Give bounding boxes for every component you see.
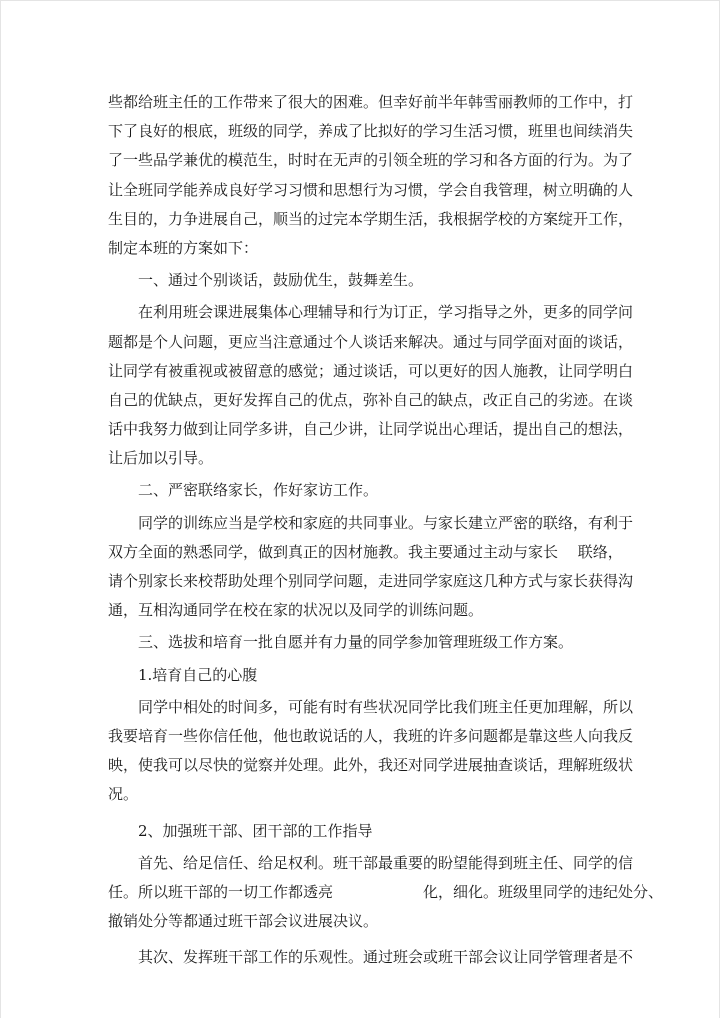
paragraph-line: 我要培育一些你信任他，他也敢说话的人，我班的许多问题都是靠这些人向我反 <box>108 726 634 745</box>
paragraph-line: 生目的，力争进展自己，顺当的过完本学期生活，我根据学校的方案绽开工作， <box>108 209 634 228</box>
paragraph-line: 况。 <box>108 785 139 804</box>
paragraph-line: 映，使我可以尽快的觉察并处理。此外，我还对同学进展抽查谈话，理解班级状 <box>108 756 634 775</box>
paragraph-line: 让全班同学能养成良好学习习惯和思想行为习惯，学会自我管理，树立明确的人 <box>108 180 634 199</box>
paragraph-line: 制定本班的方案如下： <box>108 238 259 257</box>
section-heading: 二、严密联络家长，作好家访工作。 <box>138 481 379 500</box>
section-heading: 三、选拔和培育一批自愿并有力量的同学参加管理班级工作方案。 <box>138 633 574 652</box>
paragraph-line: 在利用班会课进展集体心理辅导和行为订正，学习指导之外，更多的同学问 <box>138 303 634 322</box>
paragraph-line: 题都是个人问题，更应当注意通过个人谈话来解决。通过与同学面对面的谈话， <box>108 332 634 351</box>
paragraph-line: 撤销处分等都通过班干部会议进展决议。 <box>108 912 379 931</box>
paragraph-line: 同学中相处的时间多，可能有时有些状况同学比我们班主任更加理解，所以 <box>138 697 634 716</box>
subsection-heading: 2、加强班干部、团干部的工作指导 <box>138 821 373 840</box>
paragraph-line: 任。所以班干部的一切工作都透亮 化，细化。班级里同学的违纪处分、 <box>108 882 664 901</box>
paragraph-line: 自己的优缺点，更好发挥自己的优点，弥补自己的缺点，改正自己的劣迹。在谈 <box>108 390 634 409</box>
paragraph-line: 首先、给足信任、给足权利。班干部最重要的盼望能得到班主任、同学的信 <box>138 853 634 872</box>
paragraph-line: 让后加以引导。 <box>108 449 214 468</box>
document-body <box>108 88 664 972</box>
section-heading: 一、通过个别谈话，鼓励优生，鼓舞差生。 <box>138 271 424 290</box>
paragraph-line: 同学的训练应当是学校和家庭的共同事业。与家长建立严密的联络，有利于 <box>138 513 634 532</box>
paragraph-line: 下了良好的根底，班级的同学，养成了比拟好的学习生活习惯，班里也间续消失 <box>108 122 634 141</box>
paragraph-line: 些都给班主任的工作带来了很大的困难。但幸好前半年韩雪丽教师的工作中，打 <box>108 93 634 111</box>
paragraph-line: 通，互相沟通同学在校在家的状况以及同学的训练问题。 <box>108 601 484 620</box>
paragraph-line: 双方全面的熟悉同学，做到真正的因材施教。我主要通过主动与家长 联络， <box>108 542 623 561</box>
paragraph-line: 请个别家长来校帮助处理个别同学问题，走进同学家庭这几种方式与家长获得沟 <box>108 572 634 590</box>
paragraph-line: 了一些品学兼优的模范生，时时在无声的引领全班的学习和各方面的行为。为了 <box>108 151 634 170</box>
paragraph-line: 话中我努力做到让同学多讲，自己少讲，让同学说出心理话，提出自己的想法， <box>108 420 634 439</box>
paragraph-line: 其次、发挥班干部工作的乐观性。通过班会或班干部会议让同学管理者是不 <box>138 948 634 967</box>
subsection-heading: 1.培育自己的心腹 <box>138 665 258 684</box>
paragraph-line: 让同学有被重视或被留意的感觉；通过谈话，可以更好的因人施教，让同学明白 <box>108 361 634 380</box>
